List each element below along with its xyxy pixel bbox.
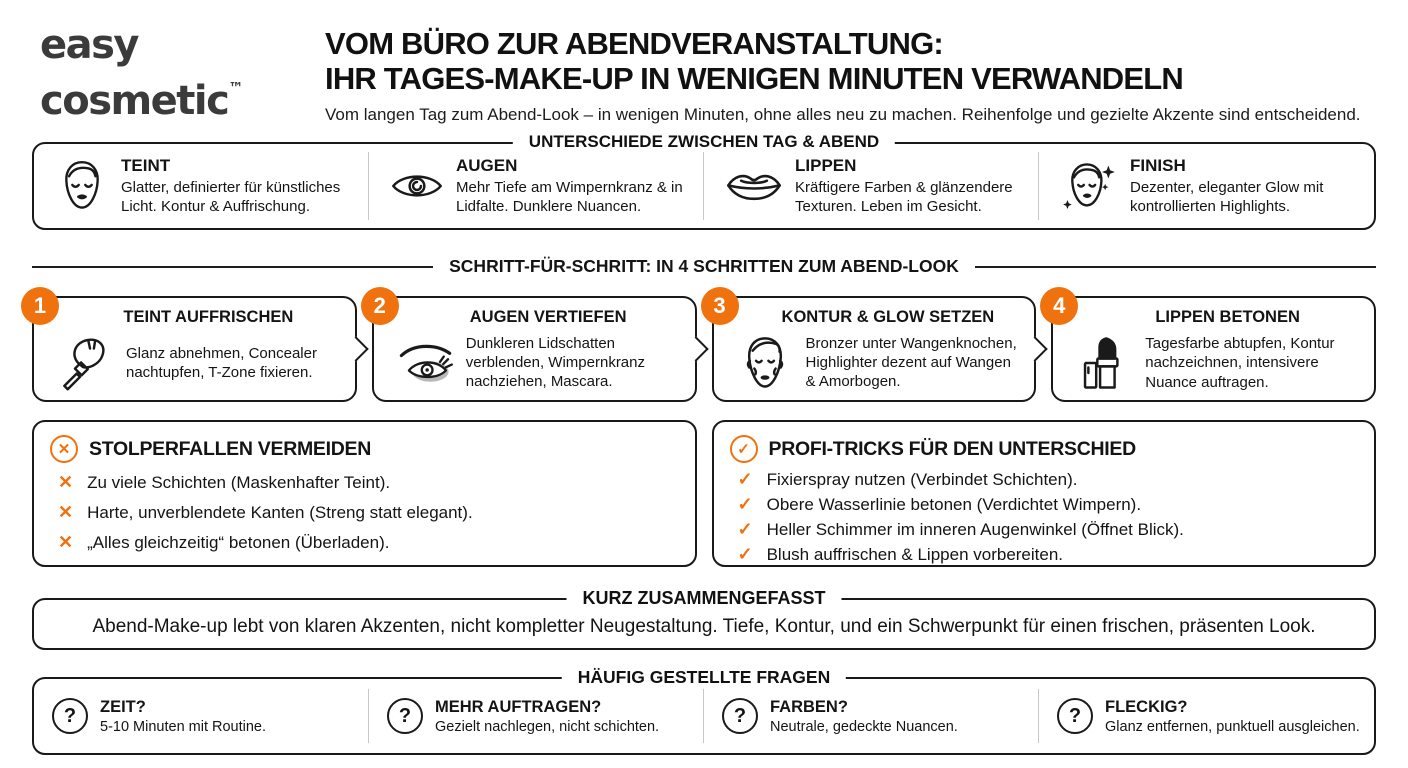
step-box-3 bbox=[712, 293, 1037, 402]
brand-line1: easy bbox=[40, 22, 139, 68]
diff-item-text: Dezenter, eleganter Glow mit kontrollierten Highlights. bbox=[1130, 178, 1324, 215]
faq-item-mehr-auftragen bbox=[369, 679, 704, 753]
faq-question: FLECKIG? bbox=[1105, 697, 1188, 716]
page-subtitle: Vom langen Tag zum Abend-Look – in wenigen Minuten, ohne alles neu zu machen. Reihenfolge und gezielte Akzente sind entscheidend. bbox=[325, 105, 1361, 124]
faq-text-block bbox=[1105, 698, 1360, 735]
pitfalls-header bbox=[50, 435, 677, 463]
step-body bbox=[386, 327, 687, 391]
step-box-2 bbox=[372, 293, 697, 402]
step-body bbox=[726, 327, 1027, 391]
pro-tips-heading: PROFI-TRICKS FÜR DEN UNTERSCHIED bbox=[768, 437, 1136, 460]
step-text: Tagesfarbe abtupfen, Kontur nachzeichnen, intensivere Nuance auftragen. bbox=[1145, 335, 1335, 391]
diff-item-text-block bbox=[795, 156, 1031, 216]
list-item-text: Harte, unverblendete Kanten (Streng statt elegant). bbox=[87, 503, 473, 522]
arrow-right-icon bbox=[343, 336, 368, 361]
pro-tips-box bbox=[712, 420, 1377, 567]
step-number-badge: 1 bbox=[21, 287, 59, 325]
diff-item-title: LIPPEN bbox=[795, 155, 857, 175]
diff-item-title: TEINT bbox=[121, 155, 171, 175]
section-differences-heading: UNTERSCHIEDE ZWISCHEN TAG & ABEND bbox=[513, 132, 895, 152]
faq-item-zeit bbox=[34, 679, 369, 753]
check-icon: ✓ bbox=[737, 519, 753, 539]
faq-answer: 5-10 Minuten mit Routine. bbox=[100, 718, 267, 735]
list-item bbox=[730, 469, 1357, 490]
faq-question: FARBEN? bbox=[770, 697, 848, 716]
step-box-1 bbox=[32, 293, 357, 402]
step-title: LIPPEN BETONEN bbox=[1155, 308, 1300, 326]
diff-item-title: AUGEN bbox=[456, 155, 518, 175]
section-differences bbox=[32, 132, 1376, 230]
step-title: TEINT AUFFRISCHEN bbox=[123, 308, 294, 326]
summary-text: Abend-Make-up lebt von klaren Akzenten, nicht kompletter Neugestaltung. Tiefe, Kontur, und ein Schwerpunkt für einen frischen, präsenten Look. bbox=[92, 616, 1316, 637]
pro-tips-list bbox=[730, 469, 1357, 565]
brand-line2: cosmetic™ bbox=[40, 78, 244, 124]
list-item-text: Fixierspray nutzen (Verbindet Schichten). bbox=[766, 470, 1078, 489]
faq-heading: HÄUFIG GESTELLTE FRAGEN bbox=[562, 667, 846, 688]
lipstick-icon bbox=[1073, 334, 1135, 392]
list-item-text: Blush auffrischen & Lippen vorbereiten. bbox=[766, 545, 1064, 564]
faq-question: ZEIT? bbox=[100, 697, 146, 716]
pro-tips-header bbox=[730, 435, 1357, 463]
list-item-text: Obere Wasserlinie betonen (Verdichtet Wimpern). bbox=[766, 495, 1142, 514]
faq-text-block bbox=[770, 698, 958, 735]
list-item-text: Zu viele Schichten (Maskenhafter Teint). bbox=[87, 473, 391, 492]
x-icon: ✕ bbox=[58, 502, 74, 522]
step-number-badge: 4 bbox=[1040, 287, 1078, 325]
divider-line bbox=[32, 266, 433, 268]
step-body bbox=[1065, 327, 1366, 392]
face-sparkle-icon bbox=[1061, 159, 1117, 213]
faq-item-farben bbox=[704, 679, 1039, 753]
face-icon bbox=[56, 159, 108, 213]
section-steps-heading-row bbox=[32, 256, 1376, 277]
check-icon: ✓ bbox=[737, 494, 753, 514]
step-text: Glanz abnehmen, Concealer nachtupfen, T-Zone fixieren. bbox=[126, 344, 317, 381]
section-steps-heading: SCHRITT-FÜR-SCHRITT: IN 4 SCHRITTEN ZUM ABEND-LOOK bbox=[449, 256, 959, 276]
x-icon: ✕ bbox=[58, 532, 74, 552]
arrow-right-icon bbox=[683, 336, 708, 361]
title-block bbox=[325, 24, 1372, 125]
tips-row bbox=[32, 420, 1376, 567]
arrow-right-icon bbox=[1023, 336, 1048, 361]
list-item-text: „Alles gleichzeitig“ betonen (Überladen). bbox=[87, 533, 390, 552]
step-number-badge: 2 bbox=[361, 287, 399, 325]
list-item bbox=[730, 519, 1357, 540]
summary-heading: KURZ ZUSAMMENGEFASST bbox=[567, 588, 842, 609]
diff-item-teint bbox=[34, 144, 369, 228]
diff-item-text-block bbox=[456, 156, 696, 216]
section-summary bbox=[32, 588, 1376, 650]
step-number-badge: 3 bbox=[701, 287, 739, 325]
faq-item-fleckig bbox=[1039, 679, 1374, 753]
eye-shadow-icon bbox=[394, 340, 456, 386]
brand-logo bbox=[40, 24, 325, 125]
faq-answer: Glanz entfernen, punktuell ausgleichen. bbox=[1105, 718, 1360, 735]
diff-item-lippen bbox=[704, 144, 1039, 228]
lips-icon bbox=[726, 170, 782, 202]
list-item bbox=[50, 472, 677, 493]
list-item bbox=[730, 494, 1357, 515]
diff-item-finish bbox=[1039, 144, 1374, 228]
step-box-4 bbox=[1051, 293, 1376, 402]
header bbox=[0, 0, 1408, 125]
diff-item-text: Glatter, definierter für künstliches Licht. Kontur & Auffrischung. bbox=[121, 178, 341, 215]
diff-item-text-block bbox=[1130, 156, 1366, 216]
faq-text-block bbox=[435, 698, 659, 735]
divider-line bbox=[975, 266, 1376, 268]
trademark-symbol: ™ bbox=[228, 79, 244, 97]
pitfalls-heading: STOLPERFALLEN VERMEIDEN bbox=[89, 437, 372, 460]
faq-text-block bbox=[100, 698, 266, 735]
faq-question: MEHR AUFTRAGEN? bbox=[435, 697, 602, 716]
step-title: AUGEN VERTIEFEN bbox=[469, 308, 627, 326]
question-icon: ? bbox=[722, 698, 758, 734]
diff-item-text-block bbox=[121, 156, 361, 216]
list-item bbox=[50, 502, 677, 523]
list-item bbox=[50, 532, 677, 553]
question-icon: ? bbox=[387, 698, 423, 734]
section-faq bbox=[32, 667, 1376, 755]
step-body bbox=[46, 327, 347, 392]
page-title-line1: VOM BÜRO ZUR ABENDVERANSTALTUNG: bbox=[325, 26, 943, 61]
check-icon: ✓ bbox=[737, 544, 753, 564]
check-icon: ✓ bbox=[737, 469, 753, 489]
list-item bbox=[730, 544, 1357, 565]
list-item-text: Heller Schimmer im inneren Augenwinkel (Öffnet Blick). bbox=[766, 520, 1184, 539]
diff-item-title: FINISH bbox=[1130, 155, 1186, 175]
diff-item-text: Mehr Tiefe am Wimpernkranz & in Lidfalte. Dunklere Nuancen. bbox=[456, 178, 683, 215]
diff-item-text: Kräftigere Farben & glänzendere Texturen. Leben im Gesicht. bbox=[795, 178, 1013, 215]
question-icon: ? bbox=[52, 698, 88, 734]
contour-face-icon bbox=[734, 335, 796, 391]
question-icon: ? bbox=[1057, 698, 1093, 734]
step-text: Bronzer unter Wangenknochen, Highlighter dezent auf Wangen & Amorbogen. bbox=[805, 335, 1017, 391]
circle-x-icon: ✕ bbox=[50, 435, 78, 463]
faq-answer: Neutrale, gedeckte Nuancen. bbox=[770, 718, 958, 735]
page-title-line2: IHR TAGES-MAKE-UP IN WENIGEN MINUTEN VERWANDELN bbox=[325, 61, 1183, 96]
x-icon: ✕ bbox=[58, 472, 74, 492]
eye-icon bbox=[391, 169, 443, 203]
faq-answer: Gezielt nachlegen, nicht schichten. bbox=[435, 718, 660, 735]
steps-row bbox=[32, 293, 1376, 402]
makeup-brush-icon bbox=[54, 334, 116, 392]
circle-check-icon: ✓ bbox=[730, 435, 758, 463]
pitfalls-box bbox=[32, 420, 697, 567]
diff-item-augen bbox=[369, 144, 704, 228]
pitfalls-list bbox=[50, 472, 677, 553]
step-text: Dunkleren Lidschatten verblenden, Wimpernkranz nachziehen, Mascara. bbox=[465, 335, 645, 391]
step-title: KONTUR & GLOW SETZEN bbox=[781, 308, 995, 326]
